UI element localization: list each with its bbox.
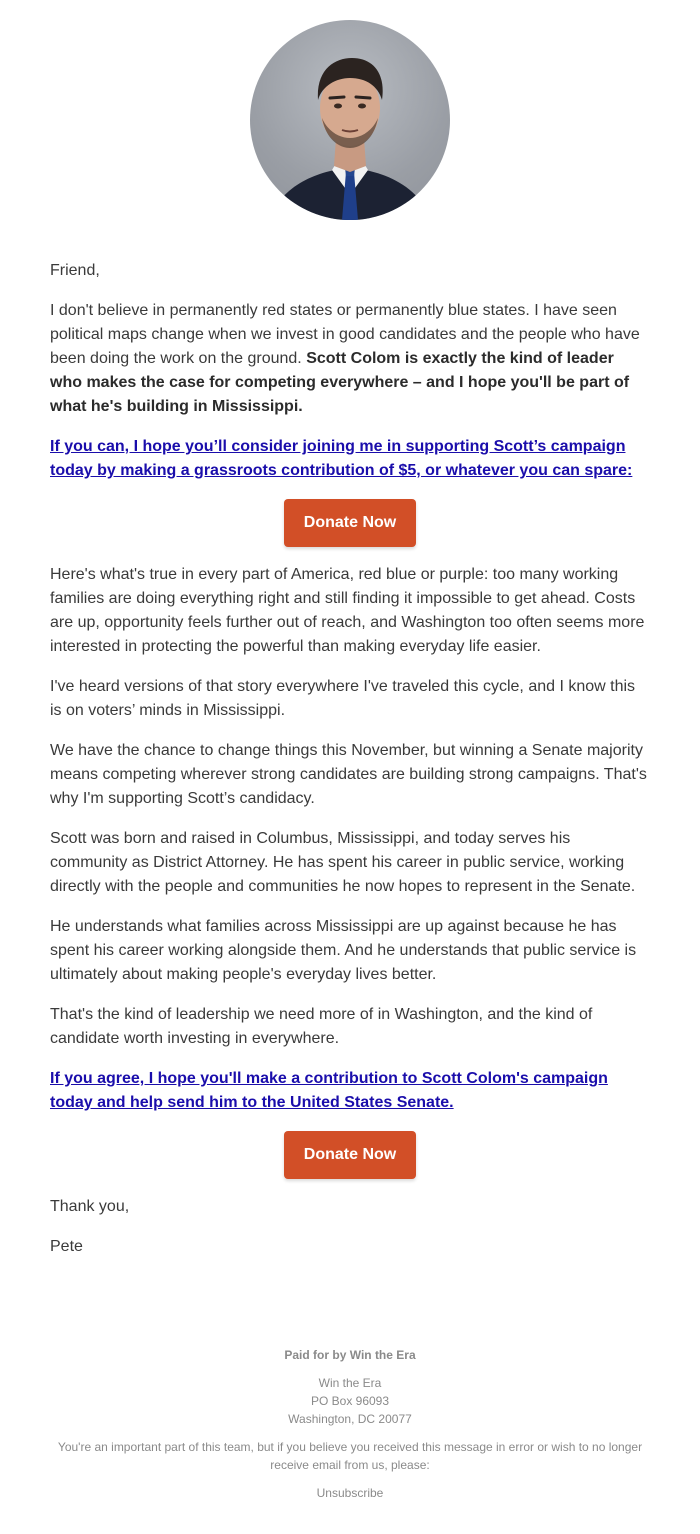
portrait-photo-icon [250,20,450,220]
paragraph-scott-bio: Scott was born and raised in Columbus, Mississippi, and today serves his community as District Attorney. He has spent his career in public service, working directly with the people and communities he now hopes to represent in the Senate. [50,830,636,895]
contribute-link-1[interactable]: If you can, I hope you’ll consider joining me in supporting Scott’s campaign today by making a grassroots contribution of $5, or whatever you can spare: [50,438,633,479]
cta-paragraph-2 [50,1067,650,1115]
donate-row-2 [50,1131,650,1179]
paid-for-disclaimer: Paid for by Win the Era [284,1348,416,1362]
cta-paragraph-1 [50,435,650,483]
signature: Pete [50,1238,83,1255]
paragraph-leadership: That's the kind of leadership we need more of in Washington, and the kind of candidate worth investing in everywhere. [50,1006,593,1047]
org-name: Win the Era [318,1376,382,1390]
paragraph-america: Here's what's true in every part of America, red blue or purple: too many working families are doing everything right and still finding it impossible to get ahead. Costs are up, opportunity feels further out of reach, and Washington too often seems more interested in protecting the powerful than making everyday life easier. [50,566,645,655]
contribute-link-2[interactable]: If you agree, I hope you'll make a contribution to Scott Colom's campaign today and help send him to the United States Senate. [50,1070,608,1111]
donate-now-button-1[interactable]: Donate Now [284,499,416,547]
portrait-photo [250,20,450,220]
greeting: Friend, [50,262,100,279]
city-state-zip: Washington, DC 20077 [288,1412,412,1426]
unsubscribe-notice: You're an important part of this team, but if you believe you received this message in error or wish to no longer receive email from us, please: [57,1440,643,1472]
intro-bold-text: Scott Colom is exactly the kind of leader who makes the case for competing everywhere – and I hope you'll be part of what he's building in Mississippi. [50,350,630,415]
intro-text: I don't believe in permanently red states or permanently blue states. I have seen political maps change when we invest in good candidates and the people who have been doing the work on the ground. [50,302,640,367]
po-box: PO Box 96093 [310,1394,390,1408]
mailing-address [50,1374,650,1428]
email-footer [50,1346,650,1502]
email-body [50,259,650,1275]
donate-now-button-2[interactable]: Donate Now [284,1131,416,1179]
paragraph-versions: I've heard versions of that story everywhere I've traveled this cycle, and I know this is on voters’ minds in Mississippi. [50,678,636,719]
intro-paragraph [50,299,650,419]
unsubscribe-link[interactable]: Unsubscribe [316,1486,384,1500]
signoff: Thank you, [50,1198,130,1215]
donate-row-1 [50,499,650,547]
paragraph-senate-majority: We have the chance to change things this November, but winning a Senate majority means competing wherever strong candidates are building strong campaigns. That's why I'm supporting Scott’s candidacy. [50,742,647,807]
paragraph-understands: He understands what families across Mississippi are up against because he has spent his career working alongside them. And he understands that public service is ultimately about making people's everyday lives better. [50,918,637,983]
